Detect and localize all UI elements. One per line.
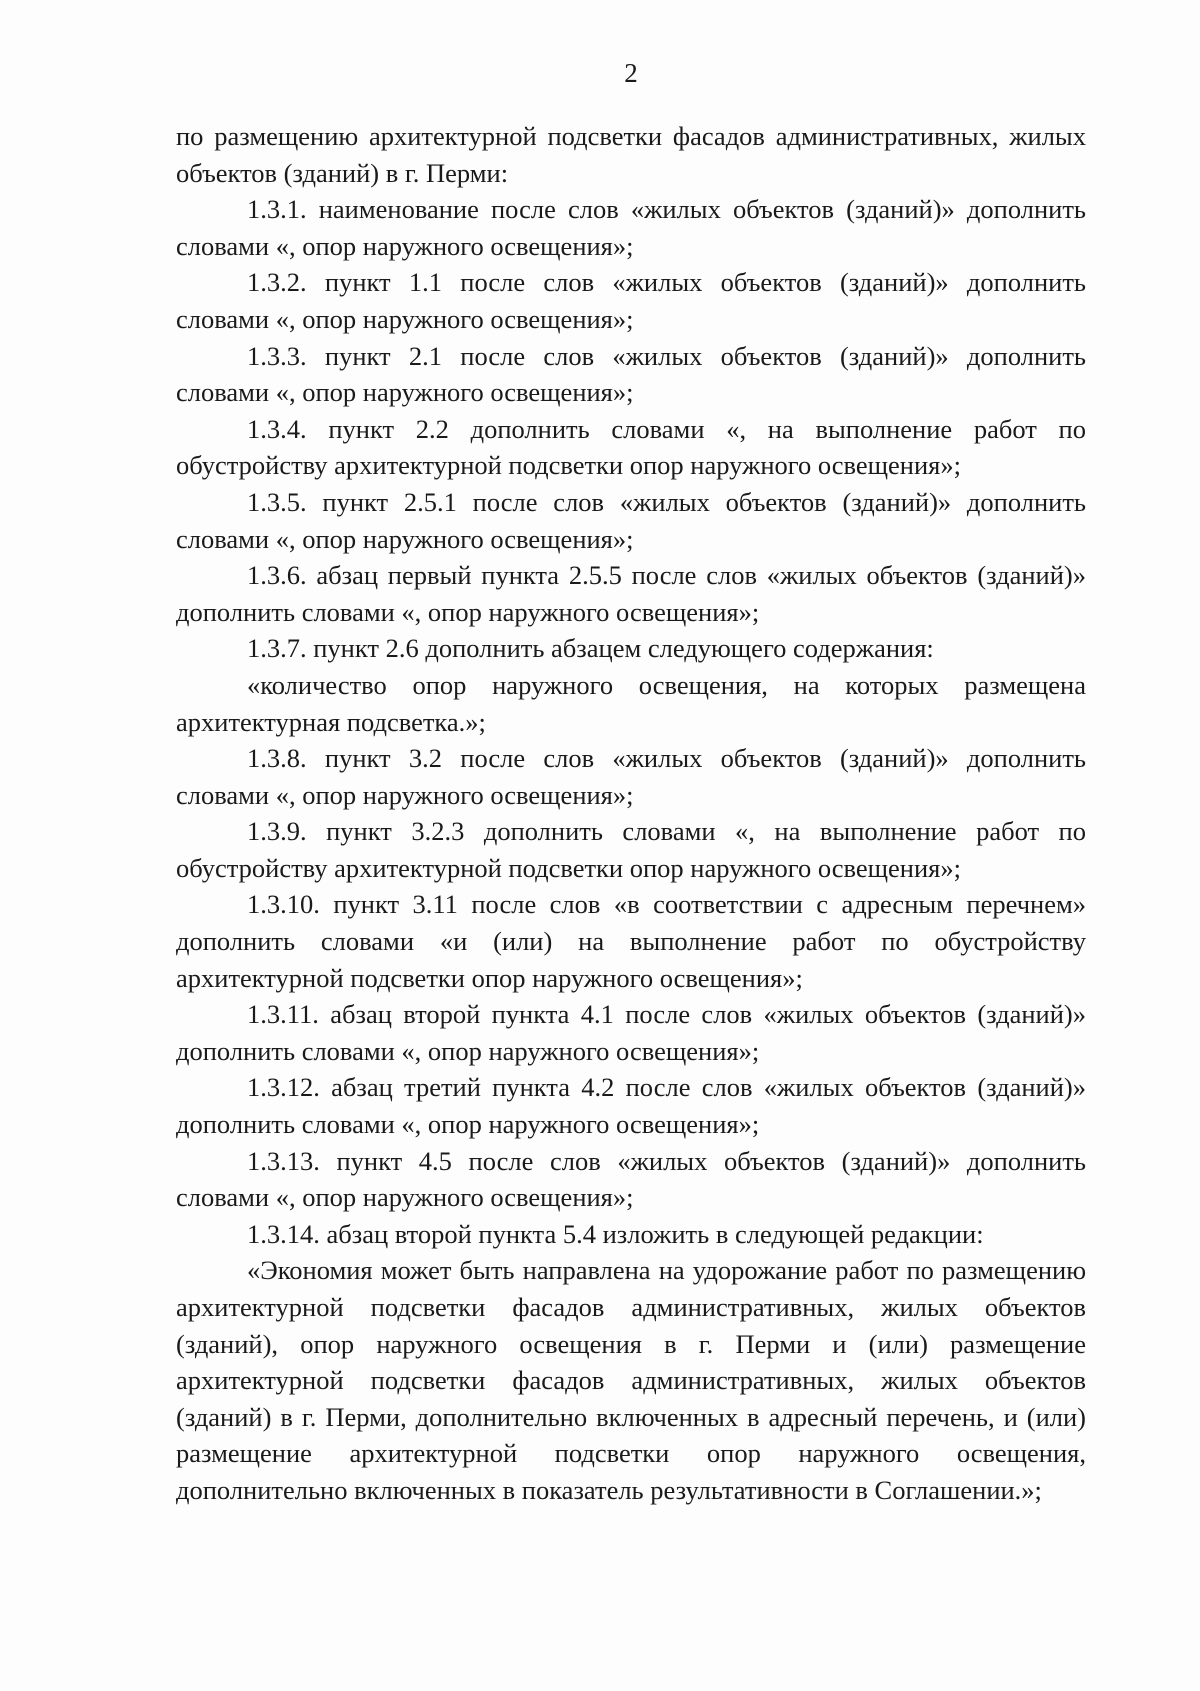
paragraph-1-3-7: 1.3.7. пункт 2.6 дополнить абзацем следующего содержания: xyxy=(247,633,934,664)
paragraph-1-3-3: 1.3.3. пункт 2.1 после слов «жилых объектов (зданий)» дополнить словами «, опор наружного освещения»; xyxy=(176,340,1086,408)
paragraph-quote-economy: «Экономия может быть направлена на удорожание работ по размещению архитектурной подсветки фасадов административных, жилых объектов (зданий), опор наружного освещения в г. Перми и (или) размещение архитектурной подсветки фасадов административных, жилых объектов (зданий) в г. Перми, дополнительно включенных в адресный перечень, и (или) размещение архитектурной подсветки опор наружного освещения, дополнительно включенных в показатель результативности в Соглашении.»; xyxy=(176,1255,1086,1505)
paragraph-1-3-2: 1.3.2. пункт 1.1 после слов «жилых объектов (зданий)» дополнить словами «, опор наружного освещения»; xyxy=(176,267,1086,334)
paragraph-1-3-13: 1.3.13. пункт 4.5 после слов «жилых объектов (зданий)» дополнить словами «, опор наружного освещения»; xyxy=(176,1145,1086,1213)
page-number: 2 xyxy=(624,58,638,88)
paragraph-1-3-6: 1.3.6. абзац первый пункта 2.5.5 после слов «жилых объектов (зданий)» дополнить словами «, опор наружного освещения»; xyxy=(176,560,1086,627)
paragraph-1-3-1: 1.3.1. наименование после слов «жилых объектов (зданий)» дополнить словами «, опор наружного освещения»; xyxy=(176,194,1086,261)
paragraph-1-3-4: 1.3.4. пункт 2.2 дополнить словами «, на выполнение работ по обустройству архитектурной подсветки опор наружного освещения»; xyxy=(176,413,1086,481)
paragraph-quote-count: «количество опор наружного освещения, на которых размещена архитектурная подсветка.»; xyxy=(176,669,1086,737)
paragraph-1-3-8: 1.3.8. пункт 3.2 после слов «жилых объектов (зданий)» дополнить словами «, опор наружного освещения»; xyxy=(176,743,1086,810)
paragraph-1-3-5: 1.3.5. пункт 2.5.1 после слов «жилых объектов (зданий)» дополнить словами «, опор наружного освещения»; xyxy=(176,486,1086,554)
document-body xyxy=(176,118,1086,1509)
paragraph-1-3-14: 1.3.14. абзац второй пункта 5.4 изложить в следующей редакции: xyxy=(247,1218,984,1249)
paragraph-1-3-9: 1.3.9. пункт 3.2.3 дополнить словами «, на выполнение работ по обустройству архитектурной подсветки опор наружного освещения»; xyxy=(176,816,1086,883)
paragraph-1-3-10: 1.3.10. пункт 3.11 после слов «в соответствии с адресным перечнем» дополнить словами «и (или) на выполнение работ по обустройству архитектурной подсветки опор наружного освещения»; xyxy=(176,889,1086,993)
paragraph-continuation: по размещению архитектурной подсветки фасадов административных, жилых объектов (зданий) в г. Перми: xyxy=(176,121,1086,188)
paragraph-1-3-12: 1.3.12. абзац третий пункта 4.2 после слов «жилых объектов (зданий)» дополнить словами «, опор наружного освещения»; xyxy=(176,1072,1086,1140)
paragraph-1-3-11: 1.3.11. абзац второй пункта 4.1 после слов «жилых объектов (зданий)» дополнить словами «, опор наружного освещения»; xyxy=(176,999,1086,1066)
